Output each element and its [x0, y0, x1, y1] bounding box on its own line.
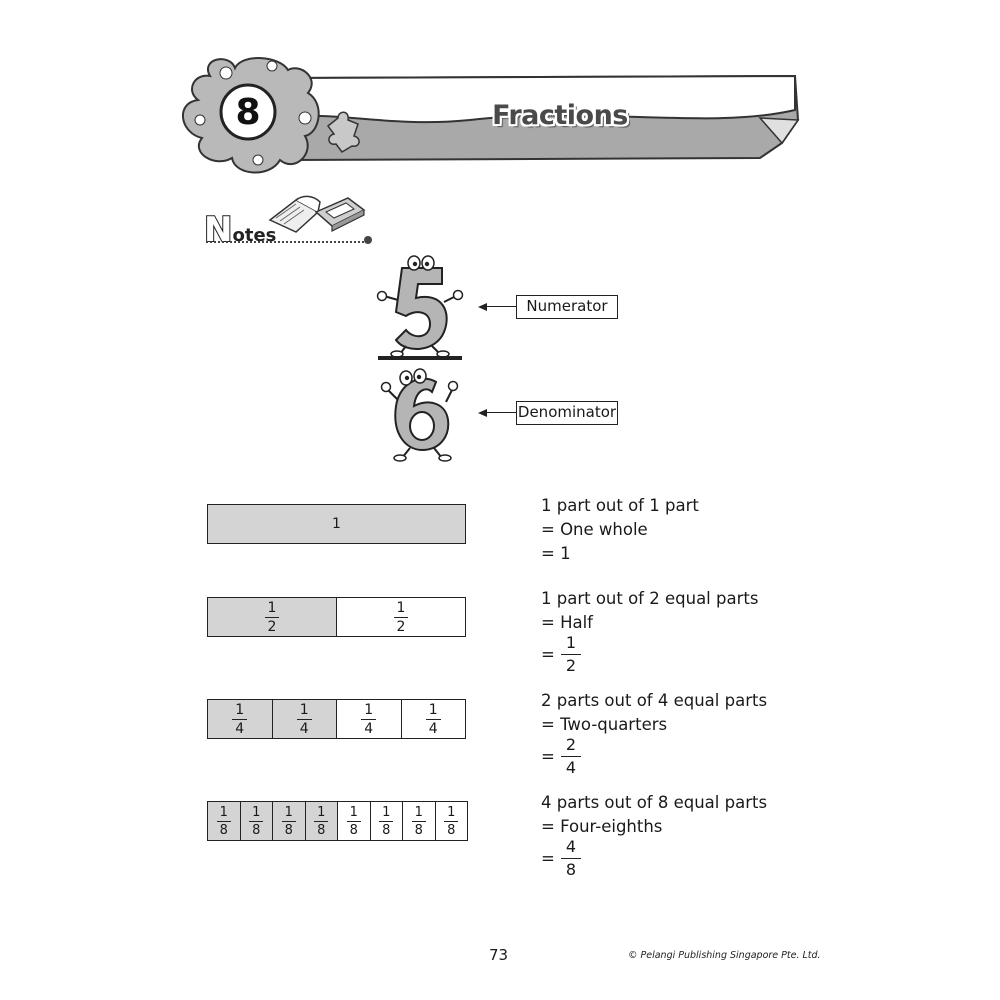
bar-cell-label: 1: [332, 516, 341, 532]
fraction-bar-whole: [207, 504, 466, 544]
bar-cell: [208, 598, 337, 636]
fraction-denominator: 4: [565, 758, 577, 777]
fraction-numerator: 1: [394, 601, 409, 618]
fraction-denominator: 8: [414, 822, 423, 838]
fraction-numerator: 1: [265, 601, 280, 618]
bar-cell: [208, 802, 241, 840]
chapter-number: 8: [235, 92, 261, 133]
description-line: = 1: [541, 544, 571, 563]
equals-sign: =: [541, 746, 555, 766]
description-halves: [541, 587, 758, 674]
notes-dot: [364, 236, 372, 244]
fraction-denominator: 4: [235, 720, 245, 737]
bar-cell: [337, 700, 402, 738]
result-fraction: [541, 839, 767, 878]
bar-cell: [273, 802, 306, 840]
cell-fraction: [232, 703, 247, 736]
cell-fraction: [379, 806, 393, 837]
copyright-notice: © Pelangi Publishing Singapore Pte. Ltd.: [628, 950, 821, 961]
bar-cell: [306, 802, 339, 840]
description-line: = Two-quarters: [541, 715, 668, 734]
fraction-numerator: 1: [347, 806, 361, 822]
notes-underline: [206, 241, 368, 243]
equals-sign: =: [541, 848, 555, 868]
fraction-denominator: 2: [565, 656, 577, 675]
cell-fraction: [426, 703, 441, 736]
fraction-numerator: 1: [561, 635, 581, 655]
denominator-arrow-line: [486, 412, 517, 413]
notes-heading-initial: N: [204, 210, 233, 250]
fraction-denominator: 4: [364, 720, 374, 737]
fraction-denominator: 2: [396, 618, 406, 635]
description-line: 2 parts out of 4 equal parts: [541, 691, 768, 710]
cell-fraction: [394, 601, 409, 634]
cell-fraction: [297, 703, 312, 736]
fraction-numerator: 1: [249, 806, 263, 822]
fraction-denominator: 4: [299, 720, 309, 737]
bar-cell: [403, 802, 436, 840]
description-line: 4 parts out of 8 equal parts: [541, 793, 768, 812]
fraction-numerator: 2: [561, 737, 581, 757]
description-whole: [541, 494, 699, 566]
fraction-bar: [378, 356, 462, 360]
description-line: = Four-eighths: [541, 817, 663, 836]
notes-heading-rest: otes: [232, 225, 277, 246]
fraction-characters-illustration: [370, 250, 470, 465]
fraction-denominator: 8: [252, 822, 261, 838]
bar-cell: [241, 802, 274, 840]
fraction-denominator: 8: [284, 822, 293, 838]
bar-cell: [208, 505, 465, 543]
fraction-denominator: 2: [267, 618, 277, 635]
description-eighths: [541, 791, 767, 878]
fraction-numerator: 1: [412, 806, 426, 822]
fraction-numerator: 1: [217, 806, 231, 822]
bar-cell: [371, 802, 404, 840]
cell-fraction: [265, 601, 280, 634]
description-line: = Half: [541, 613, 593, 632]
numerator-five-character: [378, 256, 463, 357]
cell-fraction: [361, 703, 376, 736]
result-fraction: [541, 635, 758, 674]
page-number: 73: [489, 946, 509, 964]
fraction-numerator: 1: [444, 806, 458, 822]
equals-sign: =: [541, 644, 555, 664]
numerator-label: Numerator: [516, 295, 618, 319]
cell-fraction: [444, 806, 458, 837]
numerator-arrow-line: [486, 306, 517, 307]
cell-fraction: [217, 806, 231, 837]
fraction-denominator: 8: [565, 860, 577, 879]
fraction-numerator: 1: [379, 806, 393, 822]
description-quarters: [541, 689, 767, 776]
description-line: = One whole: [541, 520, 648, 539]
fraction-numerator: 1: [361, 703, 376, 720]
cell-fraction: [249, 806, 263, 837]
numerator-arrow-head: [478, 303, 487, 311]
fraction-denominator: 8: [447, 822, 456, 838]
bar-cell: [208, 700, 273, 738]
description-line: 1 part out of 1 part: [541, 496, 699, 515]
fraction-bar-eighths: [207, 801, 468, 841]
cell-fraction: [347, 806, 361, 837]
books-icon: [266, 190, 366, 236]
bar-cell: [338, 802, 371, 840]
fraction-bar-quarters: [207, 699, 466, 739]
chapter-title: Fractions: [492, 100, 628, 131]
fraction-numerator: 1: [232, 703, 247, 720]
fraction-denominator: 8: [219, 822, 228, 838]
fraction-numerator: 1: [297, 703, 312, 720]
denominator-label: Denominator: [516, 401, 618, 425]
cell-fraction: [314, 806, 328, 837]
fraction-denominator: 8: [349, 822, 358, 838]
cell-fraction: [412, 806, 426, 837]
fraction-denominator: 8: [382, 822, 391, 838]
denominator-six-character: [382, 369, 458, 461]
denominator-arrow-head: [478, 409, 487, 417]
bar-cell: [402, 700, 466, 738]
fraction-denominator: 4: [428, 720, 438, 737]
bar-cell: [273, 700, 338, 738]
fraction-denominator: 8: [317, 822, 326, 838]
fraction-numerator: 4: [561, 839, 581, 859]
fraction-numerator: 1: [314, 806, 328, 822]
cell-fraction: [282, 806, 296, 837]
description-line: 1 part out of 2 equal parts: [541, 589, 759, 608]
bar-cell: [337, 598, 465, 636]
fraction-bar-halves: [207, 597, 466, 637]
fraction-numerator: 1: [426, 703, 441, 720]
bar-cell: [436, 802, 468, 840]
fraction-numerator: 1: [282, 806, 296, 822]
result-fraction: [541, 737, 767, 776]
